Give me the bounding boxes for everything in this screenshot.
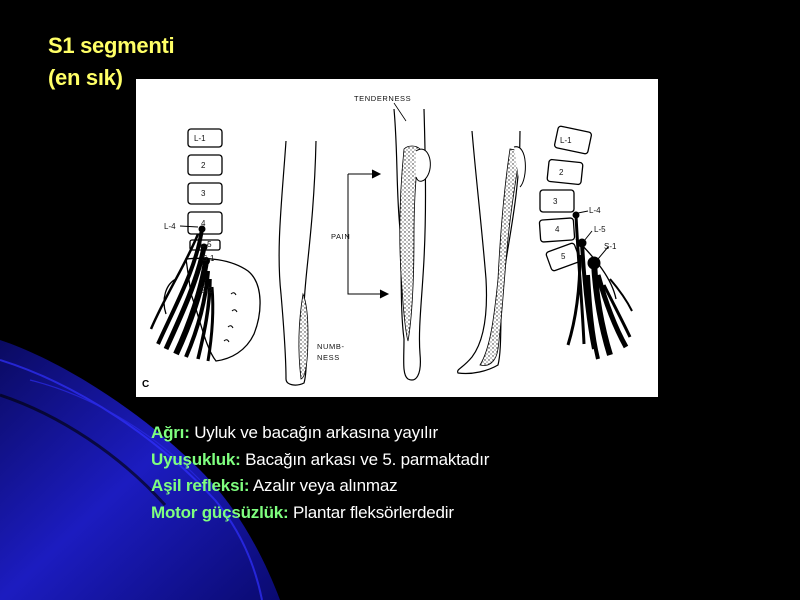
finding-key: Uyuşukluk: — [151, 449, 241, 469]
left-spine-label-7: S-2 — [200, 286, 213, 295]
leg-numbness-view — [279, 141, 316, 385]
leg-side-view — [458, 131, 526, 374]
tenderness-label: TENDERNESS — [354, 94, 412, 103]
finding-key: Aşil refleksi: — [151, 476, 250, 495]
finding-motor-weakness — [151, 500, 489, 527]
right-spine-label-2: 3 — [553, 197, 558, 206]
left-spine-label-1: 2 — [201, 161, 206, 170]
finding-value: Bacağın arkası ve 5. parmaktadır — [245, 449, 490, 469]
right-spine-label-5: L-4 — [589, 206, 601, 215]
right-spine-label-6: L-5 — [594, 225, 606, 234]
finding-numbness — [151, 447, 489, 474]
pain-label: PAIN — [331, 232, 351, 241]
pain-callout — [348, 170, 388, 298]
left-spine-label-4: L-4 — [164, 222, 176, 231]
right-spine-label-1: 2 — [559, 168, 564, 177]
finding-value: Uyluk ve bacağın arkasına yayılır — [194, 423, 438, 442]
left-sacral-foramina — [224, 293, 237, 342]
finding-value: Azalır veya alınmaz — [252, 476, 398, 495]
right-vertebra-l2 — [547, 159, 583, 184]
right-spine-label-3: 4 — [555, 225, 560, 234]
leg-pain-view — [394, 109, 430, 380]
clinical-findings-list — [151, 420, 489, 526]
finding-key: Motor güçsüzlük: — [151, 502, 289, 522]
right-spine-label-7: S-1 — [604, 242, 617, 251]
left-spine-label-0: L-1 — [194, 134, 206, 143]
slide-title: S1 segmenti — [48, 33, 175, 58]
numbness-label-2: NESS — [317, 353, 340, 362]
s1-dermatome-illustration — [136, 79, 658, 397]
slide-subtitle: (en sık) — [48, 65, 123, 90]
finding-achilles-reflex — [151, 473, 489, 500]
panel-letter: C — [142, 379, 150, 390]
left-spine-label-5: L-5 — [200, 240, 212, 249]
finding-pain — [151, 420, 489, 447]
finding-value: Plantar fleksörlerdedir — [293, 502, 454, 522]
finding-key: Ağrı: — [151, 423, 190, 442]
left-spine-label-6: S-1 — [202, 254, 215, 263]
right-spine-label-0: L-1 — [560, 136, 572, 145]
left-spine-label-3: 4 — [201, 219, 206, 228]
numbness-label-1: NUMB- — [317, 342, 345, 351]
right-spine-label-4: 5 — [561, 252, 566, 261]
left-spine-label-2: 3 — [201, 189, 206, 198]
